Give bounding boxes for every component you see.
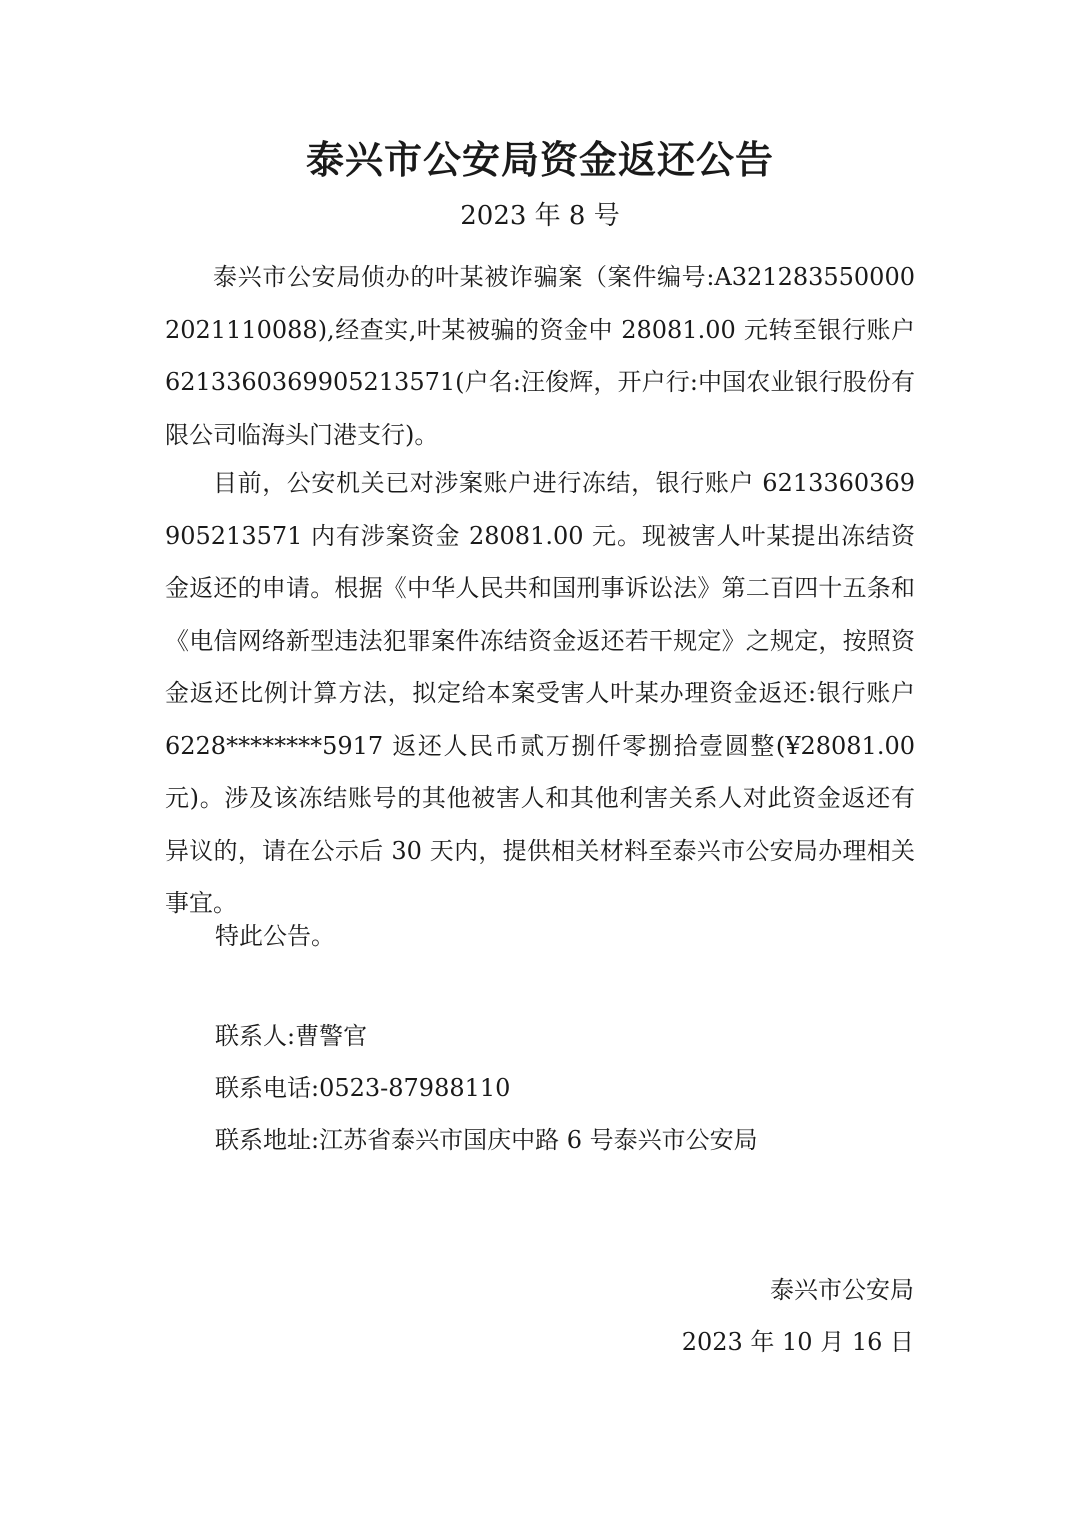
document-title: 泰兴市公安局资金返还公告 [305,138,774,182]
document-number: 2023 年 8 号 [460,201,620,231]
paragraph-text: 目前，公安机关已对涉案账户进行冻结，银行账户 6213360369905213571 内有涉案资金 28081.00 元。现被害人叶某提出冻结资金返还的申请。根据《中华人民共和国刑事诉讼法》第二百四十五条和《电信网络新型违法犯罪案件冻结资金返还若干规定》之规定，按照资金返还比例计算方法，拟定给本案受害人叶某办理资金返还:银行账户 6228********5917 返还人民币贰万捌仟零捌拾壹圆整(¥28081.00 元)。涉及该冻结账号的其他被害人和其他利害关系人对此资金返还有异议的，请在公示后 30 天内，提供相关材料至泰兴市公安局办理相关事宜。 [165,469,915,917]
body-paragraph-case [165,251,915,461]
contact-address: 联系地址:江苏省泰兴市国庆中路 6 号泰兴市公安局 [215,1126,758,1154]
paragraph-text: 泰兴市公安局侦办的叶某被诈骗案（案件编号:A3212835500002021110088),经查实,叶某被骗的资金中 28081.00 元转至银行账户 6213360369905213571(户名:汪俊辉，开户行:中国农业银行股份有限公司临海头门港支行)。 [165,263,915,449]
body-paragraph-refund [165,457,915,930]
issue-date: 2023 年 10 月 16 日 [681,1328,914,1356]
contact-phone: 联系电话:0523-87988110 [215,1074,511,1102]
issuer-signature: 泰兴市公安局 [770,1276,914,1304]
closing-statement: 特此公告。 [215,922,335,950]
contact-person: 联系人:曹警官 [215,1022,368,1050]
